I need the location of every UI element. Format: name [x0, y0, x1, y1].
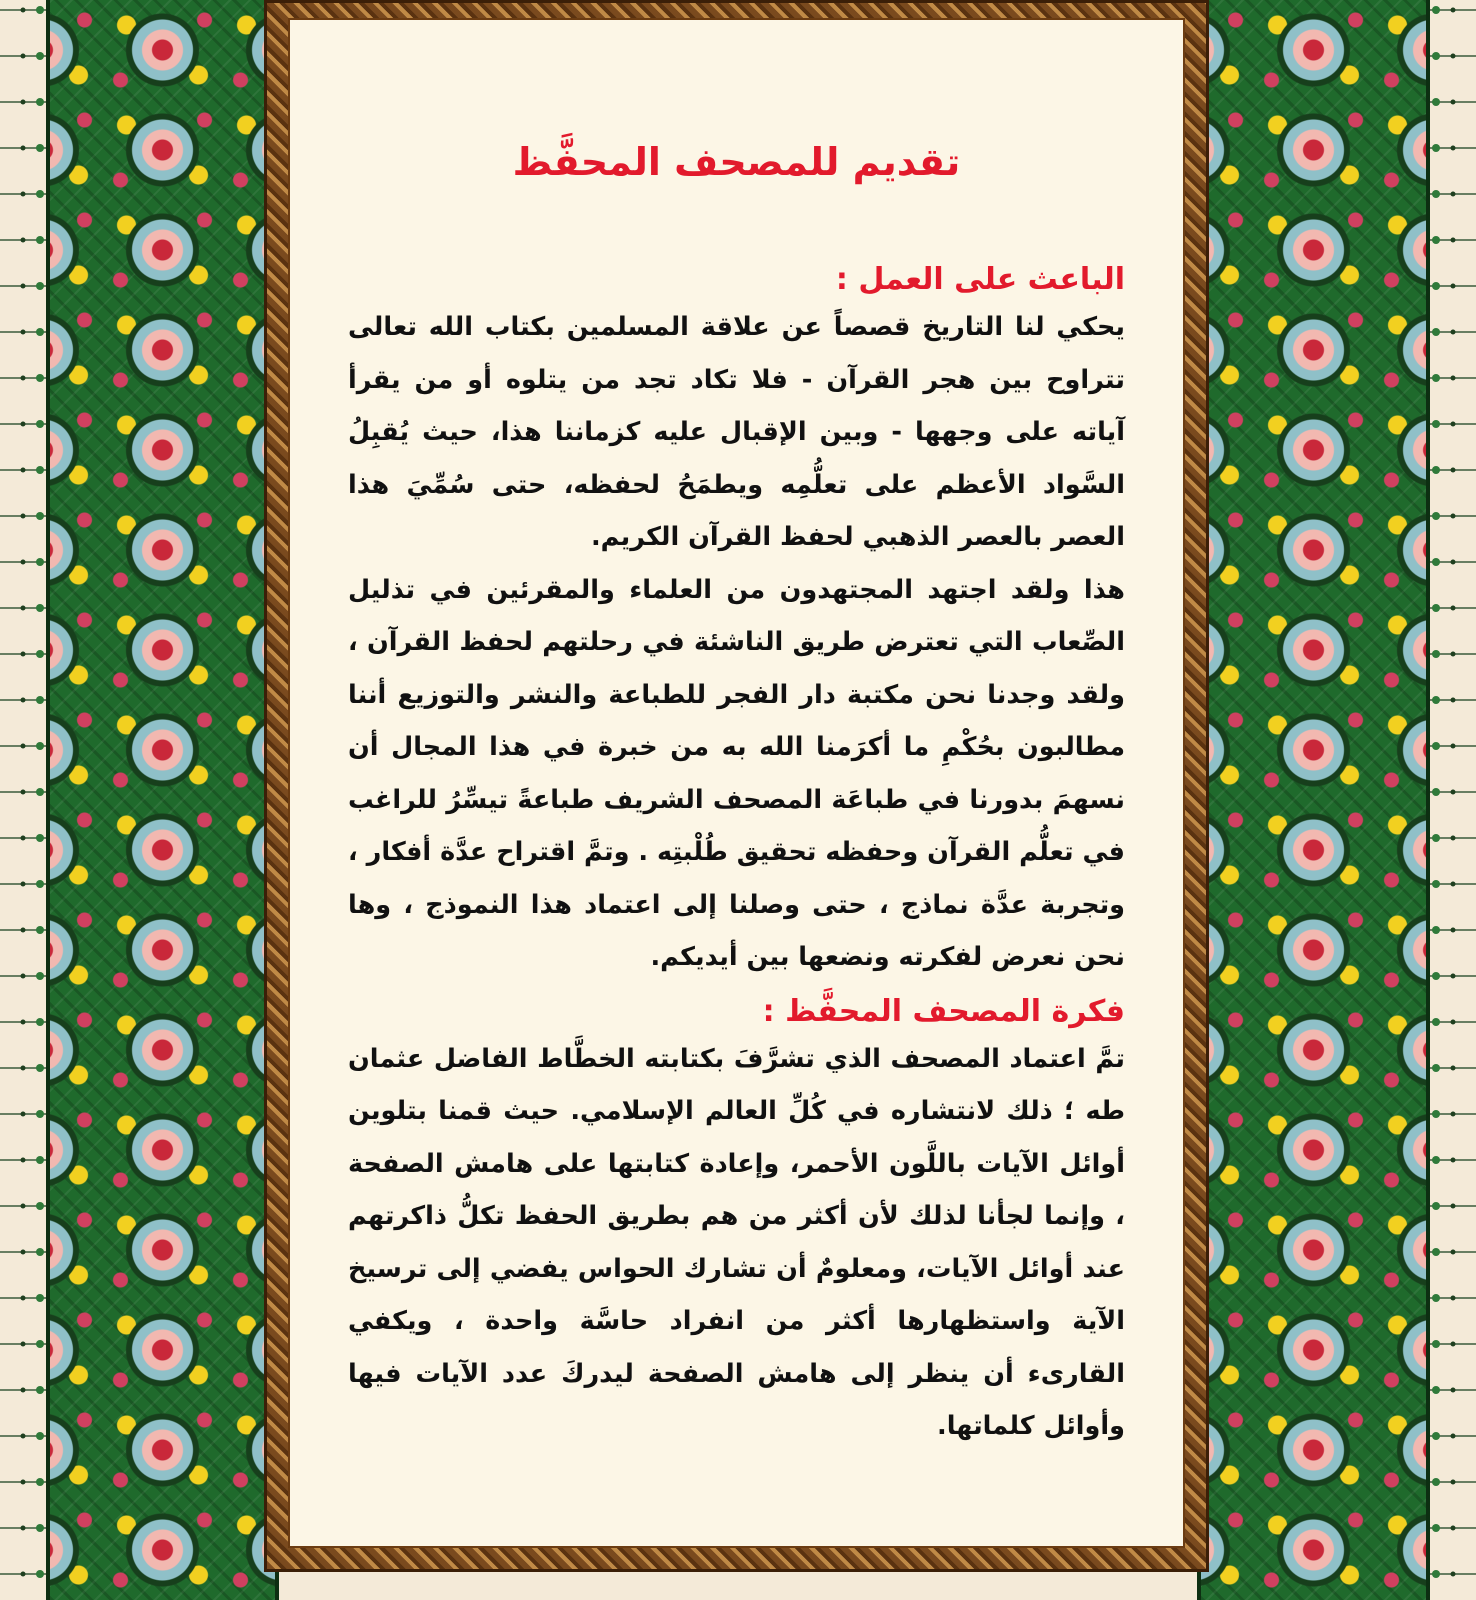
- text-page: [288, 18, 1185, 1548]
- section-motivation: [348, 262, 1125, 984]
- paragraph: تمَّ اعتماد المصحف الذي تشرَّفَ بكتابته الخطَّاط الفاضل عثمان طه ؛ ذلك لانتشاره في كُلِّ العالم الإسلامي. حيث قمنا بتلوين أوائل الآيات باللَّون الأحمر، وإعادة كتابتها على هامش الصفحة ، وإنما لجأنا لذلك لأن أكثر من هم بطريق الحفظ تكلُّ ذاكرتهم عند أوائل الآيات، ومعلومٌ أن تشارك الحواس يفضي إلى ترسيخ الآية واستظهارها أكثر من انفراد حاسَّة واحدة ، ويكفي القارىء أن ينظر إلى هامش الصفحة ليدركَ عدد الآيات فيها وأوائل كلماتها.: [348, 1043, 1125, 1441]
- page-title: تقديم للمصحف المحفَّظ: [512, 140, 961, 184]
- section-heading: الباعث على العمل :: [835, 262, 1125, 297]
- paragraph: هذا ولقد اجتهد المجتهدون من العلماء والمقرئين في تذليل الصِّعاب التي تعترض طريق الناشئة في رحلتهم لحفظ القرآن ، ولقد وجدنا نحن مكتبة دار الفجر للطباعة والنشر والتوزيع أننا مطالبون بحُكْمِ ما أكرَمنا الله به من خبرة في هذا المجال أن نسهمَ بدورنا في طباعَة المصحف الشريف طباعةً تيسِّرُ للراغب في تعلُّم القرآن وحفظه تحقيق طُلْبتِه . وتمَّ اقتراح عدَّة أفكار ، وتجربة عدَّة نماذج ، حتى وصلنا إلى اعتماد هذا النموذج ، وها نحن نعرض لفكرته ونضعها بين أيديكم.: [348, 574, 1125, 972]
- paragraph: يحكي لنا التاريخ قصصاً عن علاقة المسلمين بكتاب الله تعالى تتراوح بين هجر القرآن - فلا تكاد تجد من يتلوه أو من يقرأ آياته على وجهها - وبين الإقبال عليه كزماننا هذا، حيث يُقبِلُ السَّواد الأعظم على تعلُّمِه ويطمَحُ لحفظه، حتى سُمِّيَ هذا العصر بالعصر الذهبي لحفظ القرآن الكريم.: [348, 312, 1125, 552]
- section-heading: فكرة المصحف المحفَّظ :: [762, 993, 1125, 1029]
- floral-border-left-icon: [46, 0, 279, 1600]
- right-margin-ticks: [1430, 0, 1476, 1600]
- floral-border-right-icon: [1197, 0, 1430, 1600]
- section-idea: [348, 994, 1125, 1453]
- left-margin-ticks: [0, 0, 46, 1600]
